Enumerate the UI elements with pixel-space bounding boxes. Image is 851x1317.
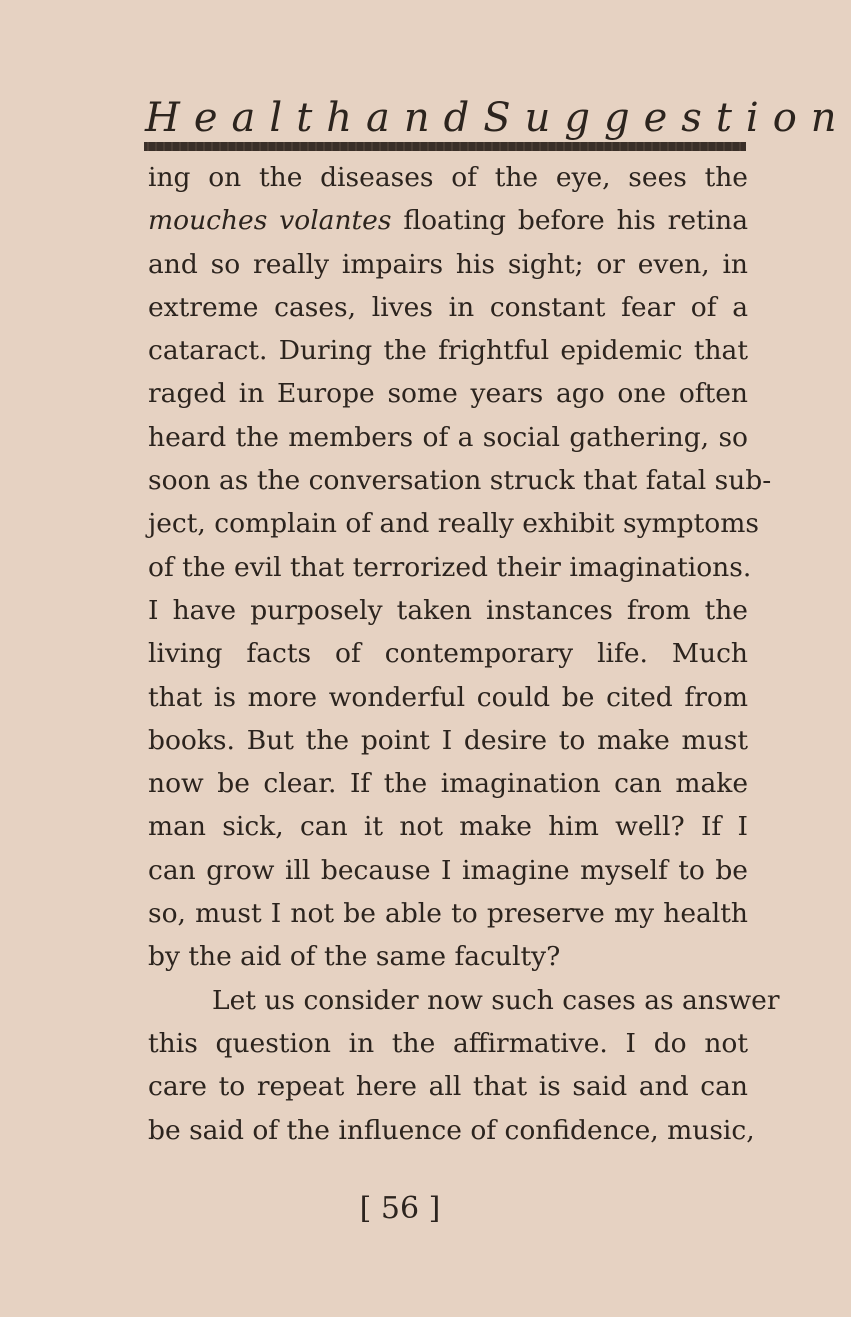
text-line: man sick, can it not make him well? If I <box>148 811 748 843</box>
page-number: [ 56 ] <box>359 1191 441 1226</box>
text-line: can grow ill because I imagine myself to be <box>148 854 748 886</box>
text-line: and so really impairs his sight; or even, in <box>148 248 748 280</box>
text-line: so, must I not be able to preserve my health <box>148 898 748 930</box>
text-line: care to repeat here all that is said and can <box>148 1071 748 1103</box>
running-head-word: and <box>366 95 484 141</box>
text-line: soon as the conversation struck that fatal sub- <box>148 465 772 497</box>
text-line: that is more wonderful could be cited from <box>148 681 748 713</box>
text-line: cataract. During the frightful epidemic that <box>148 335 748 367</box>
text-line: by the aid of the same faculty? <box>148 941 561 973</box>
text-line: of the evil that terrorized their imaginations. <box>148 551 752 583</box>
text-line: mouches volantes floating before his retina <box>148 205 748 237</box>
text-line: ing on the diseases of the eye, sees the <box>148 162 748 193</box>
text-line: living facts of contemporary life. Much <box>148 638 748 670</box>
text-line: heard the members of a social gathering, so <box>148 421 748 453</box>
text-line: books. But the point I desire to make must <box>148 724 748 756</box>
text-line: ject, complain of and really exhibit symptoms <box>148 508 759 540</box>
text-line: Let us consider now such cases as answer <box>212 984 780 1016</box>
text-line: I have purposely taken instances from the <box>148 594 748 626</box>
text-line: raged in Europe some years ago one often <box>148 378 748 410</box>
running-head-word: Health <box>145 95 367 141</box>
text-line: now be clear. If the imagination can make <box>148 768 748 800</box>
running-head-word: Suggestion <box>483 95 851 141</box>
text-line: be said of the influence of confidence, music, <box>148 1114 755 1146</box>
text-line: extreme cases, lives in constant fear of a <box>148 291 748 323</box>
text-line: this question in the affirmative. I do not <box>148 1027 748 1059</box>
running-head <box>145 95 851 141</box>
italic-phrase: mouches volantes <box>148 205 392 237</box>
body-text <box>148 156 780 1152</box>
ornamental-rule <box>144 142 746 151</box>
